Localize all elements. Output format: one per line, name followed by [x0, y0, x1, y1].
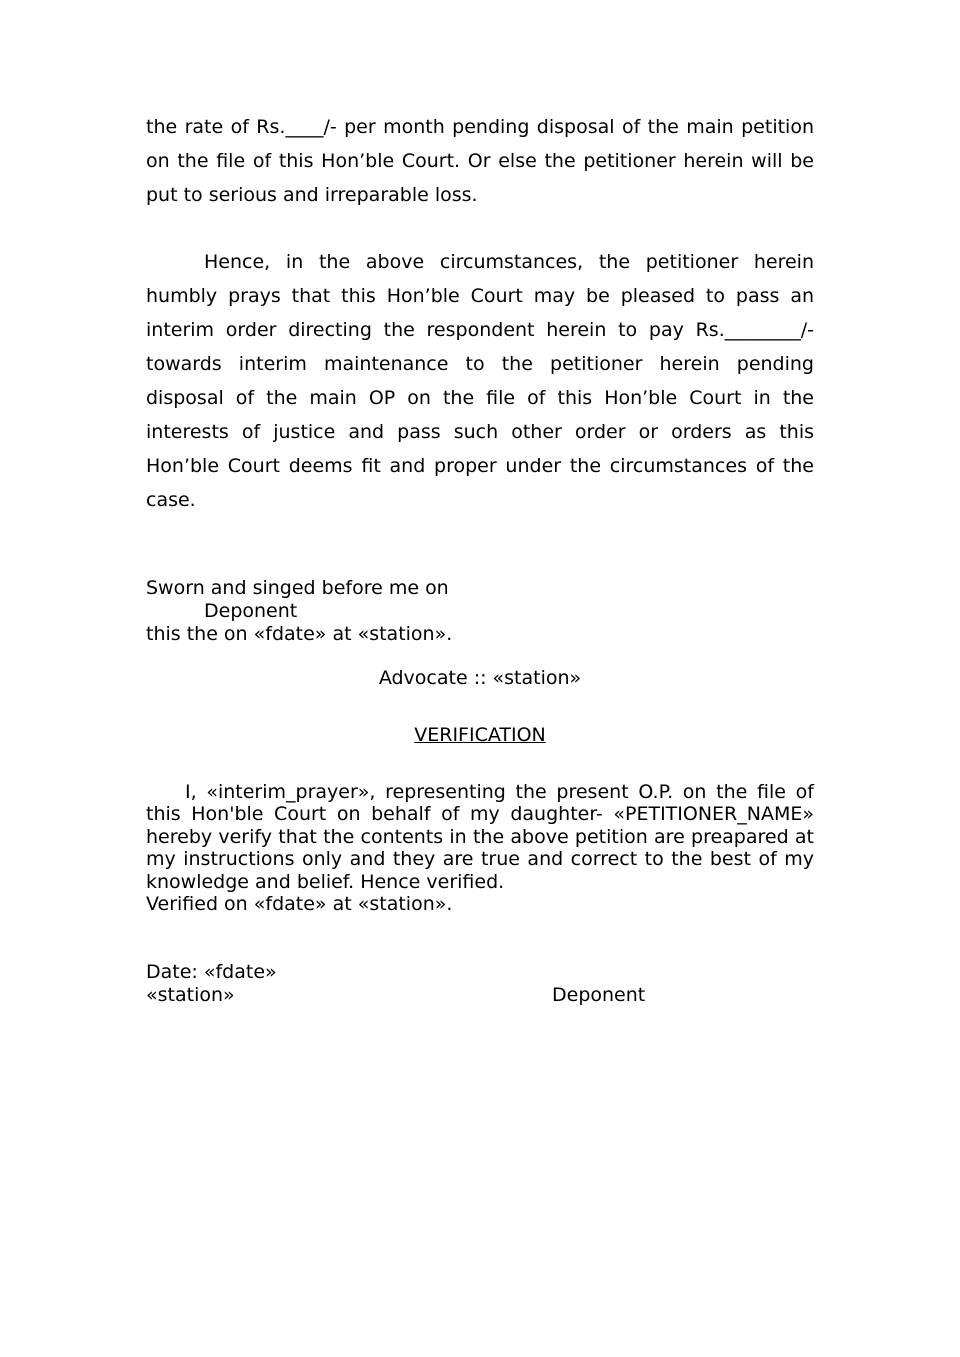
verification-paragraph: I, «interim_prayer», representing the present O.P. on the file of this Hon'ble Court on behalf of my daughter- «PETITIONER_NAME» hereby verify that the contents in the above petition are preapared at my instructions only and they are true and correct to the best of my knowledge and belief. Hence verified.: [146, 781, 814, 893]
station-line: «station»: [146, 984, 235, 1006]
sworn-line: Sworn and singed before me on: [146, 577, 449, 599]
date-line: Date: «fdate»: [146, 961, 277, 983]
sworn-deponent-label: Deponent: [204, 600, 298, 622]
advocate-line: Advocate :: «station»: [378, 667, 582, 689]
deponent-signature-label: Deponent: [552, 984, 646, 1006]
prayer-paragraph: Hence, in the above circumstances, the petitioner herein humbly prays that this Hon’ble Court may be pleased to pass an interim order directing the respondent herein to pay Rs.________/- towards interim maintenance to the petitioner herein pending disposal of the main OP on the file of this Hon’ble Court in the interests of justice and pass such other order or orders as this Hon’ble Court deems fit and proper under the circumstances of the case.: [146, 251, 814, 511]
prayer-paragraph-continuation: the rate of Rs.____/- per month pending disposal of the main petition on the file of this Hon’ble Court. Or else the petitioner herein will be put to serious and irreparable loss.: [146, 116, 814, 206]
sworn-date-line: this the on «fdate» at «station».: [146, 623, 453, 645]
sworn-block: [146, 577, 814, 646]
verified-on-line: Verified on «fdate» at «station».: [146, 893, 453, 915]
verification-heading: VERIFICATION: [414, 724, 546, 746]
